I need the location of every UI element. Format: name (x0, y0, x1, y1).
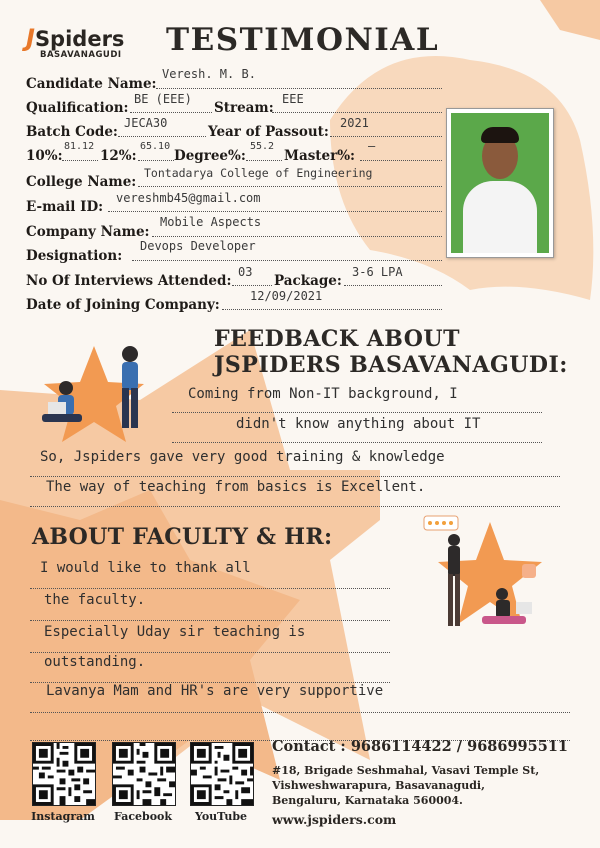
faculty-text-4: outstanding. (44, 654, 146, 670)
feedback-title-line2: JSPIDERS BASAVANAGUDI: (214, 352, 568, 378)
faculty-line-2 (30, 606, 390, 621)
tenth-label: 10%: (26, 148, 63, 164)
candidate-name-value: Veresh. M. B. (162, 67, 256, 81)
doj-value: 12/09/2021 (250, 289, 323, 303)
degree-value: 55.2 (250, 141, 275, 152)
faculty-text-1: I would like to thank all (40, 560, 251, 576)
youtube-qr-code[interactable] (190, 742, 254, 806)
package-value: 3-6 LPA (352, 265, 403, 279)
candidate-photo (446, 108, 554, 258)
year-of-passout-value: 2021 (340, 116, 369, 130)
company-name-label: Company Name: (26, 224, 150, 240)
college-name-value: Tontadarya College of Engineering (144, 166, 373, 180)
master-value: — (368, 139, 376, 153)
feedback-text-2: didn't know anything about IT (236, 416, 481, 432)
email-label: E-mail ID: (26, 199, 104, 215)
company-name-value: Mobile Aspects (160, 215, 262, 229)
stream-value: EEE (282, 92, 304, 106)
rating-illustration (410, 510, 550, 640)
tenth-value: 81.12 (64, 141, 95, 152)
contact-phone: Contact : 9686114422 / 9686995511 (272, 738, 568, 755)
interviews-value: 03 (238, 265, 253, 279)
stream-label: Stream: (214, 100, 274, 116)
email-value: vereshmb45@gmail.com (116, 191, 261, 205)
feedback-text-3: So, Jspiders gave very good training & knowledge (40, 449, 445, 465)
feedback-title-line1: FEEDBACK ABOUT (214, 326, 460, 352)
doj-label: Date of Joining Company: (26, 297, 220, 313)
website-link[interactable]: www.jspiders.com (272, 812, 397, 827)
faculty-title: ABOUT FACULTY & HR: (32, 524, 333, 550)
package-label: Package: (274, 273, 342, 289)
qr-pattern-icon (33, 743, 95, 805)
qualification-label: Qualification: (26, 100, 129, 116)
candidate-name-label: Candidate Name: (26, 76, 157, 92)
faculty-text-3: Especially Uday sir teaching is (44, 624, 306, 640)
twelfth-label: 12%: (100, 148, 137, 164)
brand-logo-name: Spiders (34, 27, 125, 51)
students-illustration (34, 338, 174, 448)
qr-pattern-icon (113, 743, 175, 805)
contact-address-line-3: Bengaluru, Karnataka 560004. (272, 794, 463, 807)
faculty-line-5 (30, 698, 570, 713)
faculty-line-1 (30, 574, 390, 589)
faculty-line-3 (30, 638, 390, 653)
contact-address-line-1: #18, Brigade Seshmahal, Vasavi Temple St, (272, 764, 540, 777)
feedback-text-1: Coming from Non-IT background, I (188, 386, 458, 402)
instagram-label: Instagram (31, 810, 95, 823)
brand-logo (26, 24, 124, 60)
year-of-passout-label: Year of Passout: (208, 124, 329, 140)
master-label: Master%: (284, 148, 356, 164)
instagram-qr-code[interactable] (32, 742, 96, 806)
feedback-text-4: The way of teaching from basics is Excellent. (46, 479, 426, 495)
batch-code-label: Batch Code: (26, 124, 118, 140)
faculty-text-5: Lavanya Mam and HR's are very supportive (46, 683, 384, 699)
degree-label: Degree%: (174, 148, 246, 164)
brand-branch: BASAVANAGUDI (40, 50, 122, 60)
designation-label: Designation: (26, 248, 123, 264)
page-title: TESTIMONIAL (166, 22, 440, 58)
faculty-line-4 (30, 668, 390, 683)
faculty-text-2: the faculty. (44, 592, 146, 608)
facebook-qr-code[interactable] (112, 742, 176, 806)
interviews-label: No Of Interviews Attended: (26, 273, 232, 289)
qr-pattern-icon (191, 743, 253, 805)
designation-value: Devops Developer (140, 239, 256, 253)
brand-logo-letter: J (26, 24, 35, 52)
qualification-value: BE (EEE) (134, 92, 192, 106)
twelfth-value: 65.10 (140, 141, 171, 152)
college-name-label: College Name: (26, 174, 137, 190)
batch-code-value: JECA30 (124, 116, 168, 130)
facebook-label: Facebook (113, 810, 173, 823)
youtube-label: YouTube (194, 810, 248, 823)
contact-address-line-2: Vishweshwarapura, Basavanagudi, (272, 779, 485, 792)
